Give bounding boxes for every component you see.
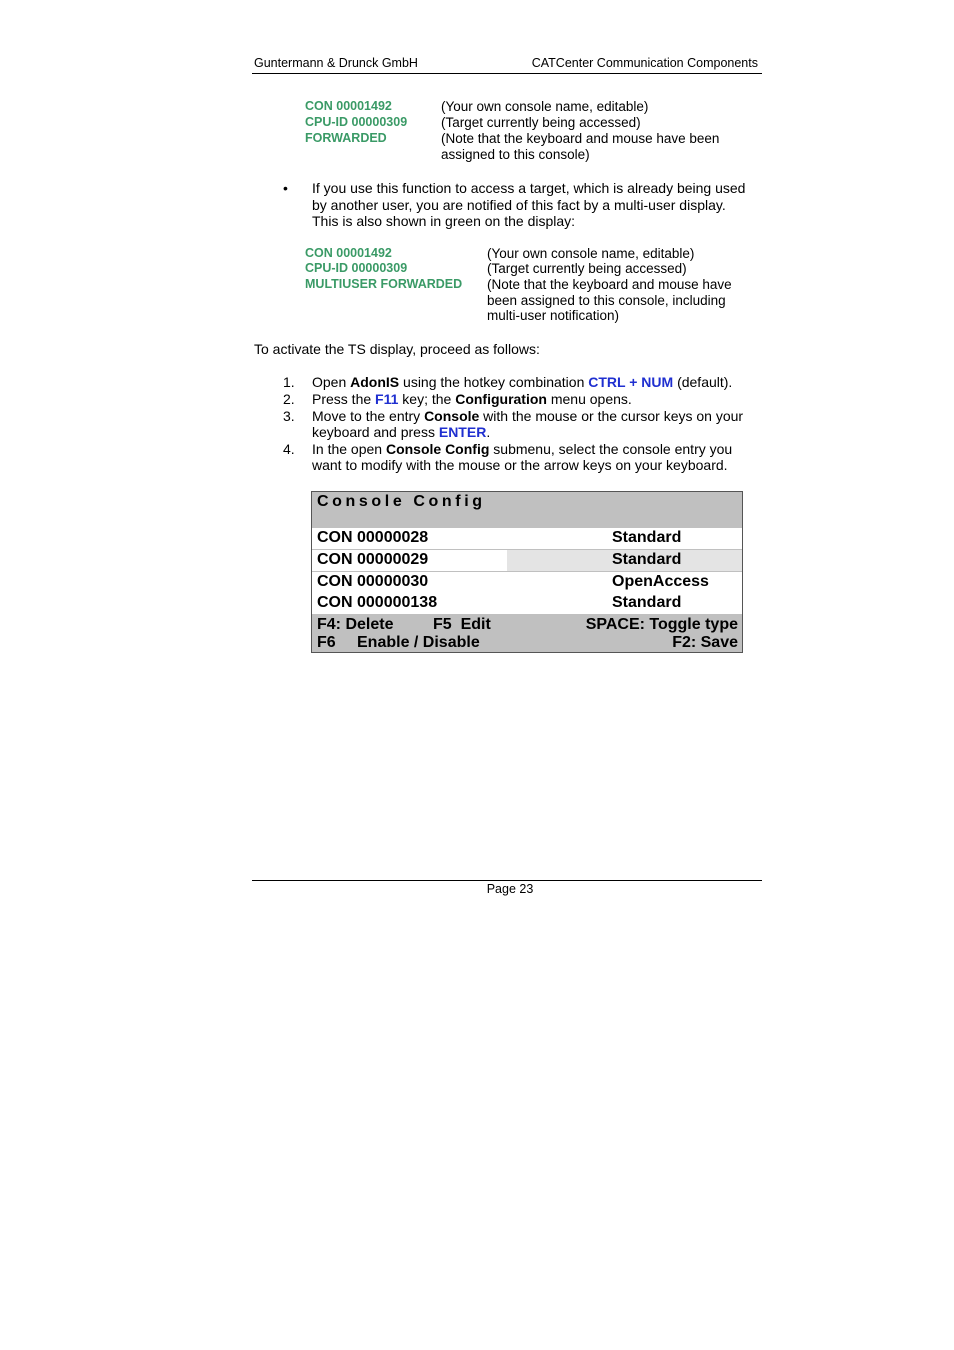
bullet-icon: • (283, 180, 288, 196)
console-row[interactable] (312, 528, 742, 549)
f6-key-hint: F6 (317, 634, 336, 651)
step-fragment: Move to the entry (312, 408, 425, 424)
status-desc: (Target currently being accessed) (487, 261, 687, 276)
step-text (312, 391, 632, 408)
step-number: 1. (283, 374, 295, 390)
console-type: Standard (612, 594, 682, 611)
console-name: CON 000000138 (317, 594, 438, 611)
status-desc: multi-user notification) (487, 308, 620, 323)
console-config-panel (311, 491, 743, 653)
console-type: Standard (612, 529, 682, 546)
status-code: CPU-ID 00000309 (305, 261, 408, 275)
step-number: 4. (283, 441, 295, 457)
step-fragment: Configuration (455, 391, 547, 407)
console-name: CON 00000028 (317, 529, 429, 546)
console-row[interactable] (312, 593, 742, 614)
status-code: FORWARDED (305, 131, 387, 145)
step-fragment: with the mouse or the cursor keys on your (479, 408, 744, 424)
step-fragment: (default). (673, 374, 733, 390)
status-desc: been assigned to this console, including (487, 293, 726, 308)
bullet-text: If you use this function to access a target, which is already being used (312, 180, 746, 196)
status-desc: assigned to this console) (441, 147, 590, 162)
hotkey: ENTER (438, 424, 487, 440)
status-desc: (Target currently being accessed) (441, 115, 641, 130)
step-fragment: AdonIS (350, 374, 400, 390)
step-fragment: keyboard and press (312, 424, 439, 440)
step-fragment: . (486, 424, 491, 440)
status-code: CON 00001492 (305, 246, 392, 260)
status-code: MULTIUSER FORWARDED (305, 277, 463, 291)
step-fragment: key; the (398, 391, 456, 407)
status-desc: (Note that the keyboard and mouse have (487, 277, 732, 292)
console-name: CON 00000030 (317, 573, 429, 590)
step-number: 2. (283, 391, 295, 407)
edit-key-hint: F5 Edit (433, 616, 491, 633)
page-header (252, 55, 762, 74)
status-desc: (Your own console name, editable) (441, 99, 649, 114)
step-fragment: using the hotkey combination (399, 374, 589, 390)
step-text (312, 424, 490, 441)
bullet-text: by another user, you are notified of this fact by a multi-user display. (312, 197, 726, 213)
step-text: want to modify with the mouse or the arrow keys on your keyboard. (312, 457, 728, 473)
hotkey: CTRL + NUM (588, 374, 674, 390)
step-fragment: submenu, select the console entry you (489, 441, 733, 457)
status-code: CPU-ID 00000309 (305, 115, 408, 129)
header-company: Guntermann & Drunck GmbH (254, 56, 418, 70)
header-product: CATCenter Communication Components (531, 56, 758, 70)
step-fragment: menu opens. (546, 391, 632, 407)
step-fragment: Console (424, 408, 480, 424)
step-fragment: In the open (312, 441, 386, 457)
console-type: Standard (612, 551, 682, 568)
bullet-text: This is also shown in green on the display: (312, 213, 576, 229)
step-text (312, 374, 732, 391)
status-desc: (Note that the keyboard and mouse have been (441, 131, 720, 146)
console-type: OpenAccess (612, 573, 709, 590)
delete-key-hint: F4: Delete (317, 616, 394, 633)
console-name: CON 00000029 (317, 551, 429, 568)
enable-disable-hint: Enable / Disable (357, 634, 480, 651)
intro-text: To activate the TS display, proceed as follows: (254, 341, 540, 357)
step-fragment: Press the (312, 391, 376, 407)
save-key-hint: F2: Save (672, 634, 738, 651)
page-number: Page 23 (486, 882, 534, 896)
step-text (312, 408, 743, 425)
step-fragment: Console Config (385, 441, 490, 457)
step-fragment: Open (312, 374, 351, 390)
console-config-title: Console Config (317, 493, 486, 510)
step-text (312, 441, 732, 458)
hotkey: F11 (375, 391, 399, 407)
status-code: CON 00001492 (305, 99, 392, 113)
toggle-key-hint: SPACE: Toggle type (585, 616, 738, 633)
step-number: 3. (283, 408, 295, 424)
footer-divider (252, 880, 762, 881)
console-row[interactable] (312, 572, 742, 593)
status-desc: (Your own console name, editable) (487, 246, 695, 261)
console-row[interactable] (312, 550, 742, 571)
